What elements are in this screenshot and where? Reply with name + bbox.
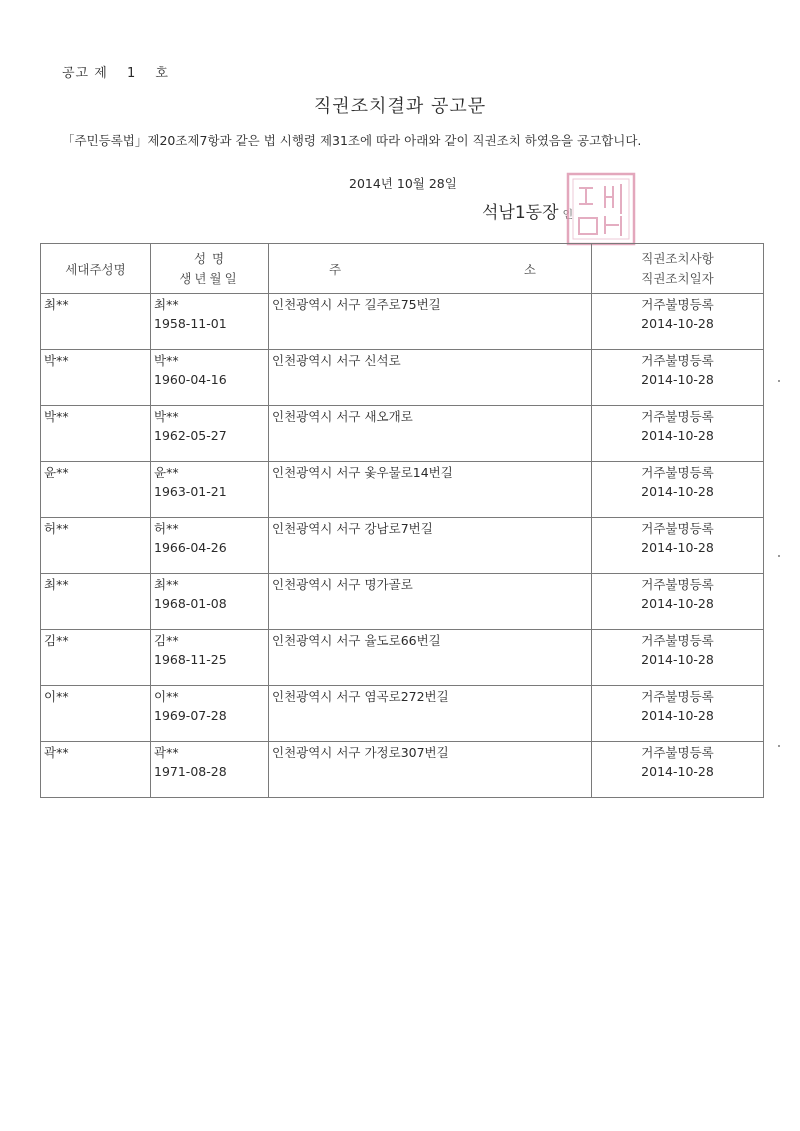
header-action bbox=[592, 244, 764, 294]
header-name: 성 명 bbox=[193, 250, 226, 266]
resident-name: 최** bbox=[154, 577, 179, 592]
cell-action bbox=[592, 350, 764, 406]
action-date: 2014-10-28 bbox=[641, 428, 714, 443]
action-type: 거주불명등록 bbox=[641, 689, 714, 704]
cell-action bbox=[592, 294, 764, 350]
cell-action bbox=[592, 630, 764, 686]
cell-address bbox=[269, 462, 592, 518]
address: 인천광역시 서구 신석로 bbox=[272, 353, 401, 368]
cell-name-birthdate bbox=[151, 406, 269, 462]
resident-name: 김** bbox=[154, 633, 179, 648]
cell-action bbox=[592, 518, 764, 574]
cell-name-birthdate bbox=[151, 686, 269, 742]
cell-address bbox=[269, 630, 592, 686]
cell-address bbox=[269, 350, 592, 406]
cell-action bbox=[592, 574, 764, 630]
cell-action bbox=[592, 406, 764, 462]
table-row bbox=[41, 462, 764, 518]
birthdate: 1971-08-28 bbox=[154, 764, 227, 779]
header-action-date: 직권조치일자 bbox=[641, 270, 714, 286]
action-date: 2014-10-28 bbox=[641, 484, 714, 499]
notice-body-text: 「주민등록법」제20조제7항과 같은 법 시행령 제31조에 따라 아래와 같이 직권조치 하였음을 공고합니다. bbox=[62, 133, 642, 148]
address: 인천광역시 서구 명가골로 bbox=[272, 577, 413, 592]
notice-prefix: 공고 제 bbox=[62, 66, 108, 81]
cell-head-of-household bbox=[41, 462, 151, 518]
scan-mark bbox=[778, 555, 780, 557]
cell-head-of-household bbox=[41, 630, 151, 686]
header-name-birthdate bbox=[151, 244, 269, 294]
head-of-household: 윤** bbox=[44, 465, 69, 480]
office-name: 석남1동장 bbox=[482, 203, 559, 223]
table-body bbox=[41, 294, 764, 798]
resident-name: 허** bbox=[154, 521, 179, 536]
header-action-type: 직권조치사항 bbox=[641, 250, 714, 266]
action-date: 2014-10-28 bbox=[641, 540, 714, 555]
table-row bbox=[41, 406, 764, 462]
notice-number bbox=[62, 62, 183, 81]
cell-head-of-household bbox=[41, 350, 151, 406]
resident-name: 곽** bbox=[154, 745, 179, 760]
head-of-household: 박** bbox=[44, 409, 69, 424]
resident-name: 최** bbox=[154, 297, 179, 312]
action-type: 거주불명등록 bbox=[641, 577, 714, 592]
resident-name: 박** bbox=[154, 409, 179, 424]
address: 인천광역시 서구 가정로307번길 bbox=[272, 745, 449, 760]
table-row bbox=[41, 686, 764, 742]
cell-action bbox=[592, 742, 764, 798]
notice-number-value: 1 bbox=[126, 66, 137, 81]
table-row bbox=[41, 518, 764, 574]
birthdate: 1960-04-16 bbox=[154, 372, 227, 387]
cell-address bbox=[269, 574, 592, 630]
cell-name-birthdate bbox=[151, 462, 269, 518]
action-type: 거주불명등록 bbox=[641, 465, 714, 480]
action-date: 2014-10-28 bbox=[641, 596, 714, 611]
address: 인천광역시 서구 새오개로 bbox=[272, 409, 413, 424]
address: 인천광역시 서구 강남로7번길 bbox=[272, 521, 433, 536]
cell-name-birthdate bbox=[151, 518, 269, 574]
table-row bbox=[41, 294, 764, 350]
scan-mark bbox=[778, 380, 780, 382]
cell-address bbox=[269, 742, 592, 798]
birthdate: 1966-04-26 bbox=[154, 540, 227, 555]
cell-name-birthdate bbox=[151, 574, 269, 630]
head-of-household: 김** bbox=[44, 633, 69, 648]
header-address bbox=[269, 244, 592, 294]
action-date: 2014-10-28 bbox=[641, 764, 714, 779]
cell-address bbox=[269, 686, 592, 742]
birthdate: 1969-07-28 bbox=[154, 708, 227, 723]
action-type: 거주불명등록 bbox=[641, 633, 714, 648]
cell-name-birthdate bbox=[151, 630, 269, 686]
action-type: 거주불명등록 bbox=[641, 297, 714, 312]
cell-action bbox=[592, 686, 764, 742]
address: 인천광역시 서구 옻우물로14번길 bbox=[272, 465, 453, 480]
birthdate: 1968-01-08 bbox=[154, 596, 227, 611]
notice-date: 2014년 10월 28일 bbox=[349, 176, 457, 191]
cell-address bbox=[269, 294, 592, 350]
head-of-household: 박** bbox=[44, 353, 69, 368]
action-date: 2014-10-28 bbox=[641, 652, 714, 667]
head-of-household: 허** bbox=[44, 521, 69, 536]
cell-head-of-household bbox=[41, 294, 151, 350]
notice-suffix: 호 bbox=[155, 66, 169, 81]
action-date: 2014-10-28 bbox=[641, 708, 714, 723]
cell-name-birthdate bbox=[151, 742, 269, 798]
cell-address bbox=[269, 518, 592, 574]
action-type: 거주불명등록 bbox=[641, 745, 714, 760]
page-title: 직권조치결과 공고문 bbox=[313, 96, 487, 117]
cell-head-of-household bbox=[41, 406, 151, 462]
cell-name-birthdate bbox=[151, 294, 269, 350]
table-row bbox=[41, 350, 764, 406]
cell-head-of-household bbox=[41, 518, 151, 574]
header-head-of-household: 세대주성명 bbox=[41, 244, 151, 294]
cell-head-of-household bbox=[41, 686, 151, 742]
official-seal-stamp bbox=[562, 170, 637, 248]
header-birthdate: 생년월일 bbox=[179, 270, 240, 286]
address: 인천광역시 서구 길주로75번길 bbox=[272, 297, 441, 312]
cell-address bbox=[269, 406, 592, 462]
scan-mark bbox=[778, 745, 780, 747]
head-of-household: 곽** bbox=[44, 745, 69, 760]
seal-mark-text: 인 bbox=[562, 208, 574, 221]
cell-head-of-household bbox=[41, 574, 151, 630]
action-date: 2014-10-28 bbox=[641, 372, 714, 387]
head-of-household: 최** bbox=[44, 577, 69, 592]
table-row bbox=[41, 742, 764, 798]
address: 인천광역시 서구 율도로66번길 bbox=[272, 633, 441, 648]
cell-name-birthdate bbox=[151, 350, 269, 406]
action-results-table bbox=[40, 243, 764, 798]
resident-name: 박** bbox=[154, 353, 179, 368]
issuing-office bbox=[482, 198, 573, 223]
action-type: 거주불명등록 bbox=[641, 353, 714, 368]
table-row bbox=[41, 574, 764, 630]
header-address-char-2: 소 bbox=[523, 261, 536, 277]
action-date: 2014-10-28 bbox=[641, 316, 714, 331]
header-address-char-1: 주 bbox=[329, 261, 342, 277]
resident-name: 윤** bbox=[154, 465, 179, 480]
birthdate: 1962-05-27 bbox=[154, 428, 227, 443]
table-header-row bbox=[41, 244, 764, 294]
head-of-household: 최** bbox=[44, 297, 69, 312]
birthdate: 1963-01-21 bbox=[154, 484, 227, 499]
cell-head-of-household bbox=[41, 742, 151, 798]
action-type: 거주불명등록 bbox=[641, 521, 714, 536]
birthdate: 1958-11-01 bbox=[154, 316, 227, 331]
birthdate: 1968-11-25 bbox=[154, 652, 227, 667]
cell-action bbox=[592, 462, 764, 518]
resident-name: 이** bbox=[154, 689, 179, 704]
action-type: 거주불명등록 bbox=[641, 409, 714, 424]
table-row bbox=[41, 630, 764, 686]
address: 인천광역시 서구 염곡로272번길 bbox=[272, 689, 449, 704]
head-of-household: 이** bbox=[44, 689, 69, 704]
